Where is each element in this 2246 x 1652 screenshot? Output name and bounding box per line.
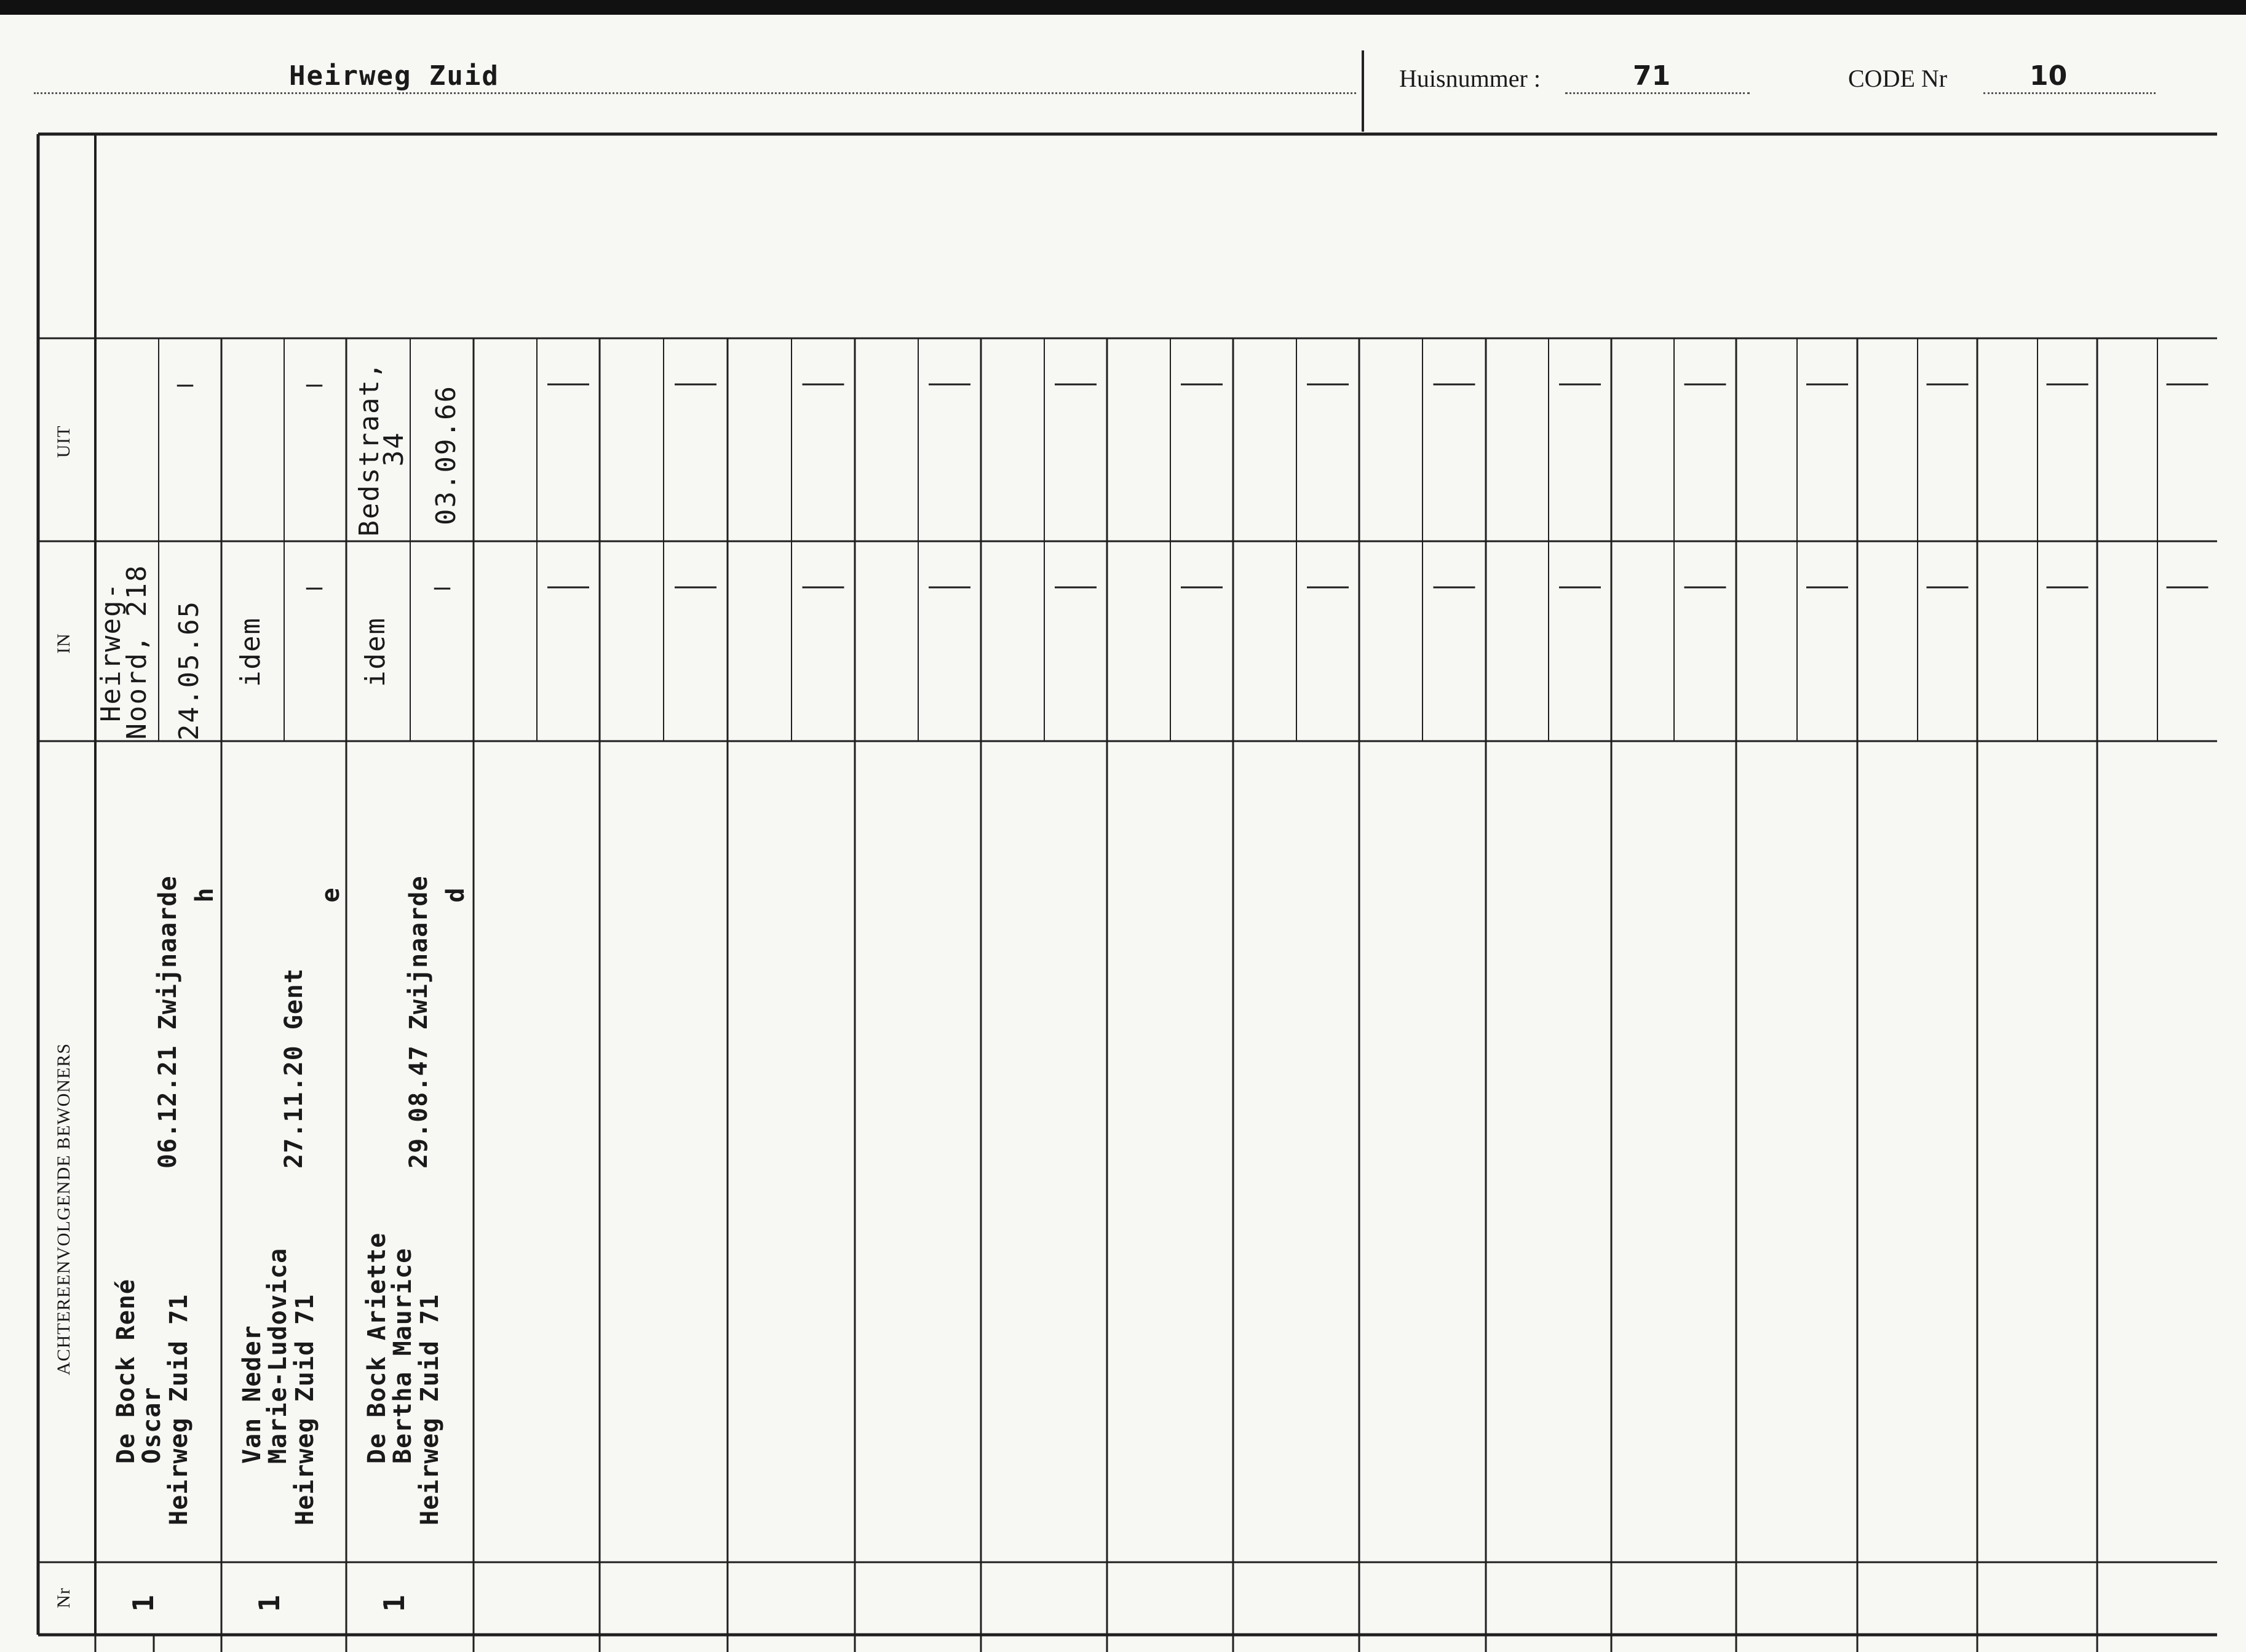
resident-address: Heirweg Zuid 71: [291, 1293, 319, 1525]
resident-birth: 29.08.47 Zwijnaarde: [405, 875, 433, 1169]
huisnummer-label: Huisnummer :: [1399, 65, 1541, 92]
resident-nr: 1: [378, 1595, 411, 1612]
row-label-in: IN: [54, 633, 74, 654]
row-label-uit: UIT: [54, 425, 74, 458]
resident-address: Heirweg Zuid 71: [165, 1293, 193, 1525]
in-date: 24.05.65: [173, 600, 205, 741]
resident-code-letter: h: [191, 887, 219, 903]
uit-place-line2: [255, 357, 284, 541]
in-place-line1: idem: [235, 617, 266, 687]
uit-place-line1: Bedstraat,: [354, 361, 385, 537]
resident-name-line2: Marie-Ludovica: [264, 1247, 292, 1464]
row-label-nr: Nr: [54, 1587, 74, 1608]
street-name: Heirweg Zuid: [289, 60, 499, 92]
in-date-dash: —: [434, 571, 452, 603]
row-label-bewoners: ACHTEREENVOLGENDE BEWONERS: [54, 1042, 74, 1376]
uit-date-dash: —: [306, 368, 324, 400]
in-place-line2: [249, 560, 277, 744]
huisnummer-value: 71: [1633, 60, 1671, 92]
resident-name-line2: Oscar: [138, 1386, 166, 1464]
uit-date: 03.09.66: [431, 385, 462, 525]
in-place-line2: [374, 560, 402, 744]
resident-nr: 1: [127, 1595, 160, 1612]
in-date-dash: —: [306, 571, 324, 603]
resident-name-line1: Van Neder: [238, 1325, 266, 1464]
resident-code-letter: d: [442, 887, 470, 903]
code-label: CODE Nr: [1848, 65, 1948, 92]
resident-nr: 1: [253, 1595, 286, 1612]
resident-birth: 06.12.21 Zwijnaarde: [154, 875, 182, 1169]
resident-name-line2: Bertha Maurice: [389, 1247, 417, 1464]
in-place-line2: Noord, 218: [121, 564, 153, 740]
resident-address: Heirweg Zuid 71: [416, 1293, 444, 1525]
uit-place-line2: 34: [378, 431, 410, 467]
uit-place-line2: [129, 357, 157, 541]
in-place-line1: idem: [360, 617, 391, 687]
uit-date-dash: —: [177, 368, 195, 400]
code-value: 10: [2030, 60, 2068, 92]
resident-birth: 27.11.20 Gent: [280, 967, 308, 1169]
resident-code-letter: e: [317, 887, 345, 903]
resident-name-line1: De Bock Ariette: [363, 1232, 391, 1464]
resident-name-line1: De Bock René: [112, 1279, 140, 1464]
in-place-line1: Heirweg-: [95, 582, 127, 722]
